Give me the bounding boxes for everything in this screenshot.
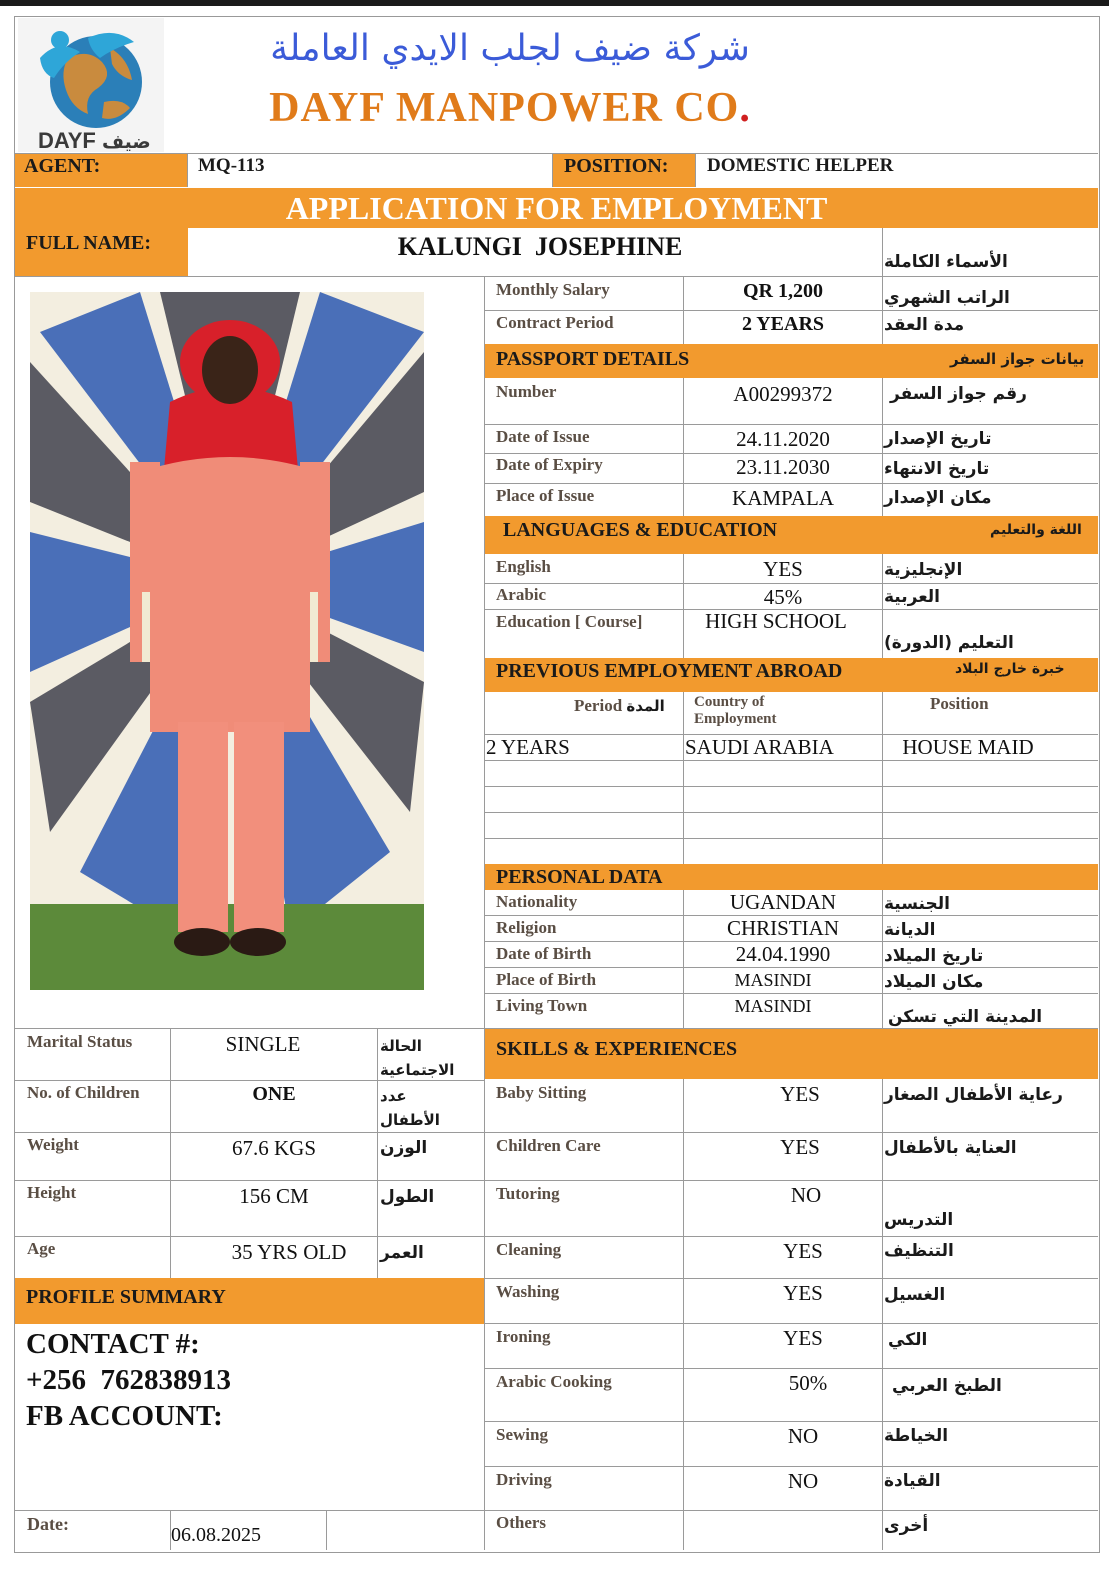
fb-account-label: FB ACCOUNT: <box>26 1400 223 1432</box>
date-label: Date: <box>27 1514 69 1534</box>
children-label: No. of Children <box>27 1083 140 1102</box>
applicant-photo-image <box>30 292 424 990</box>
employment-row-position: HOUSE MAID <box>902 735 1034 759</box>
profile-header: PROFILE SUMMARY <box>26 1286 226 1308</box>
living-town-value: MASINDI <box>734 996 812 1016</box>
weight-label: Weight <box>27 1135 79 1154</box>
education-arabic: التعليم (الدورة) <box>884 633 1014 653</box>
tutoring-arabic: التدريس <box>884 1210 954 1230</box>
religion-label: Religion <box>496 918 557 937</box>
height-arabic: الطول <box>380 1187 435 1207</box>
age-value: 35 YRS OLD <box>231 1240 347 1264</box>
position-label: POSITION: <box>564 155 669 177</box>
date-of-birth-value: 24.04.1990 <box>735 942 831 966</box>
tutoring-label: Tutoring <box>496 1184 560 1203</box>
arabic-cooking-arabic: الطبخ العربي <box>892 1376 1002 1396</box>
ironing-value: YES <box>783 1326 823 1350</box>
logo-text: DAYF ضيف <box>38 128 151 153</box>
skills-header: SKILLS & EXPERIENCES <box>496 1038 738 1060</box>
company-english-name: DAYF MANPOWER CO. <box>269 85 751 131</box>
english-arabic: الإنجليزية <box>884 560 963 580</box>
others-arabic: أخرى <box>884 1516 929 1536</box>
english-label: English <box>496 557 551 576</box>
date-of-birth-label: Date of Birth <box>496 944 592 963</box>
arabic-cooking-label: Arabic Cooking <box>496 1372 612 1391</box>
cleaning-arabic: التنظيف <box>884 1241 954 1261</box>
passport-number-label: Number <box>496 382 557 401</box>
age-label: Age <box>27 1239 56 1258</box>
place-of-issue-label: Place of Issue <box>496 486 595 505</box>
cleaning-label: Cleaning <box>496 1240 562 1259</box>
cleaning-value: YES <box>783 1239 823 1263</box>
place-of-birth-value: MASINDI <box>734 970 812 990</box>
children-value: ONE <box>252 1083 296 1105</box>
weight-arabic: الوزن <box>380 1138 428 1158</box>
position-value: DOMESTIC HELPER <box>707 155 894 176</box>
nationality-value: UGANDAN <box>729 890 837 914</box>
marital-status-label: Marital Status <box>27 1032 133 1051</box>
employment-header: PREVIOUS EMPLOYMENT ABROAD <box>496 660 843 682</box>
place-of-issue-arabic: مكان الإصدار <box>884 488 992 508</box>
children-care-arabic: العناية بالأطفال <box>884 1138 1017 1158</box>
date-of-issue-value: 24.11.2020 <box>736 427 830 451</box>
sewing-value: NO <box>787 1424 819 1448</box>
driving-arabic: القيادة <box>884 1471 941 1491</box>
date-of-issue-arabic: تاريخ الإصدار <box>884 429 992 449</box>
contract-period-arabic: مدة العقد <box>884 315 965 335</box>
agent-value: MQ-113 <box>198 155 265 176</box>
employment-country-header: Country of Employment <box>694 694 777 727</box>
tutoring-value: NO <box>790 1183 822 1207</box>
ironing-arabic: الكي <box>888 1330 928 1350</box>
education-label: Education [ Course] <box>496 612 643 631</box>
languages-header-arabic: اللغة والتعليم <box>990 522 1082 538</box>
full-name-arabic: الأسماء الكاملة <box>884 252 1008 272</box>
english-value: YES <box>763 557 803 581</box>
height-value: 156 CM <box>239 1184 309 1208</box>
date-of-expiry-arabic: تاريخ الانتهاء <box>884 459 990 479</box>
date-of-expiry-label: Date of Expiry <box>496 455 603 474</box>
age-arabic: العمر <box>380 1243 424 1263</box>
monthly-salary-arabic: الراتب الشهري <box>884 288 1010 308</box>
monthly-salary-value: QR 1,200 <box>743 280 823 302</box>
full-name-label: FULL NAME: <box>26 232 151 254</box>
driving-label: Driving <box>496 1470 552 1489</box>
living-town-arabic: المدينة التي تسكن <box>888 1007 1043 1027</box>
contact-value: +256 762838913 <box>26 1364 232 1396</box>
place-of-birth-arabic: مكان الميلاد <box>884 972 984 992</box>
contact-label: CONTACT #: <box>26 1328 200 1360</box>
contract-period-value: 2 YEARS <box>741 313 825 335</box>
place-of-birth-label: Place of Birth <box>496 970 597 989</box>
children-care-label: Children Care <box>496 1136 601 1155</box>
baby-sitting-value: YES <box>780 1082 820 1106</box>
arabic-arabic: العربية <box>884 587 941 607</box>
monthly-salary-label: Monthly Salary <box>496 280 610 299</box>
baby-sitting-arabic: رعاية الأطفال الصغار <box>884 1085 1063 1105</box>
date-of-issue-label: Date of Issue <box>496 427 590 446</box>
employment-row-period: 2 YEARS <box>486 735 570 759</box>
full-name-value: KALUNGI JOSEPHINE <box>397 232 683 261</box>
form-title: APPLICATION FOR EMPLOYMENT <box>285 190 828 226</box>
company-arabic-name: شركة ضيف لجلب الايدي العاملة <box>270 28 750 69</box>
ironing-label: Ironing <box>496 1327 551 1346</box>
employment-row-country: SAUDI ARABIA <box>685 735 834 759</box>
washing-value: YES <box>783 1281 823 1305</box>
nationality-arabic: الجنسية <box>884 894 950 914</box>
employment-period-header: Period المدة <box>574 696 665 715</box>
agent-label: AGENT: <box>24 155 101 177</box>
religion-value: CHRISTIAN <box>726 916 839 940</box>
languages-header: LANGUAGES & EDUCATION <box>503 519 778 541</box>
marital-status-arabic: الحالة الاجتماعية <box>380 1037 455 1079</box>
place-of-issue-value: KAMPALA <box>732 486 834 510</box>
religion-arabic: الديانة <box>884 920 936 940</box>
weight-value: 67.6 KGS <box>231 1136 316 1160</box>
living-town-label: Living Town <box>496 996 588 1015</box>
date-of-expiry-value: 23.11.2030 <box>736 455 830 479</box>
sewing-label: Sewing <box>496 1425 548 1444</box>
date-value: 06.08.2025 <box>171 1524 261 1546</box>
washing-label: Washing <box>496 1282 560 1301</box>
children-arabic: عدد الأطفال <box>380 1087 440 1129</box>
date-of-birth-arabic: تاريخ الميلاد <box>884 946 984 966</box>
employment-position-header: Position <box>930 694 989 713</box>
passport-number-arabic: رقم جواز السفر <box>890 384 1027 404</box>
arabic-cooking-value: 50% <box>788 1371 828 1395</box>
arabic-label: Arabic <box>496 585 547 604</box>
top-border <box>0 0 1109 6</box>
applicant-photo <box>30 292 424 990</box>
arabic-value: 45% <box>763 585 803 609</box>
others-label: Others <box>496 1513 547 1532</box>
marital-status-value: SINGLE <box>225 1032 301 1056</box>
sewing-arabic: الخياطة <box>884 1426 949 1446</box>
passport-header: PASSPORT DETAILS <box>496 348 690 370</box>
children-care-value: YES <box>780 1135 820 1159</box>
contract-period-label: Contract Period <box>496 313 614 332</box>
personal-header: PERSONAL DATA <box>496 866 663 888</box>
baby-sitting-label: Baby Sitting <box>496 1083 587 1102</box>
washing-arabic: الغسيل <box>884 1285 946 1305</box>
nationality-label: Nationality <box>496 892 578 911</box>
driving-value: NO <box>787 1469 819 1493</box>
height-label: Height <box>27 1183 77 1202</box>
education-value: HIGH SCHOOL <box>705 609 847 633</box>
passport-header-arabic: بيانات جواز السفر <box>950 350 1085 368</box>
passport-number-value: A00299372 <box>733 382 833 406</box>
employment-header-arabic: خبرة خارج البلاد <box>955 661 1065 677</box>
